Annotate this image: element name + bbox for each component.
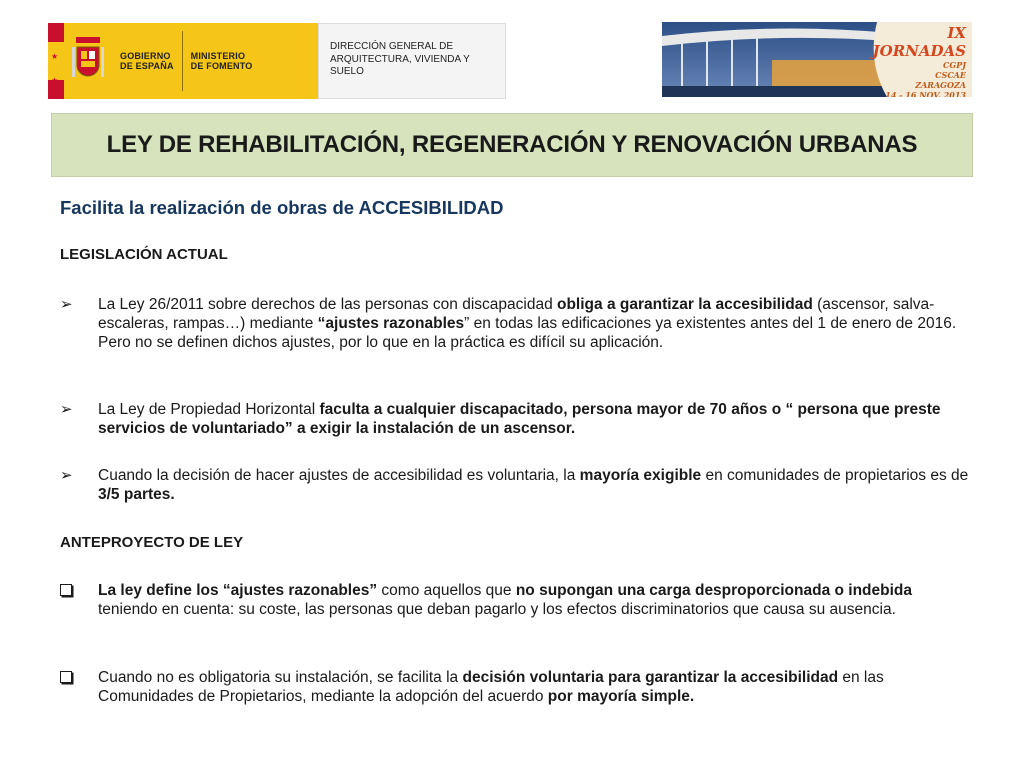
dg-line: DIRECCIÓN GENERAL DE (330, 41, 453, 52)
government-logo-band (48, 23, 318, 99)
event-dates: 14 - 16 NOV. 2013 (885, 90, 966, 97)
coat-of-arms-icon (64, 23, 112, 99)
list-item-mayoria-exigible (60, 466, 972, 504)
list-item-ajustes-razonables (60, 581, 972, 619)
eu-flag-icon: ★ ★ ★ (48, 23, 64, 99)
event-org: CSCAE (935, 70, 966, 80)
event-title-block (871, 24, 966, 97)
slide-title: LEY DE REHABILITACIÓN, REGENERACIÓN Y RENOVACIÓN URBANAS (106, 131, 918, 158)
event-city: ZARAGOZA (915, 80, 966, 90)
list-item-text: La ley define los “ajustes razonables” como aquellos que no supongan una carga desproporcionada o indebida teniendo en cuenta: su coste, las personas que deban pagarlo y los efectos discriminatorios que causa su ausencia. (98, 582, 912, 618)
list-item-text: Cuando no es obligatoria su instalación, se facilita la decisión voluntaria para garantizar la accesibilidad en las Comunidades de Propietarios, mediante la adopción del acuerdo por mayoría simple. (98, 669, 884, 705)
event-title: IX JORNADAS (872, 24, 966, 60)
arrowhead-bullet-icon: ➢ (60, 401, 73, 418)
dg-line: ARQUITECTURA, VIVIENDA Y (330, 53, 470, 65)
list-item-propiedad-horizontal (60, 400, 972, 438)
dg-line: SUELO (330, 66, 364, 77)
ministerio-label: MINISTERIO DE FOMENTO (190, 51, 253, 71)
list-item-text: La Ley de Propiedad Horizontal faculta a cualquier discapacitado, persona mayor de 70 años o “ persona que preste servicios de voluntariado” a exigir la instalación de un ascensor. (98, 401, 941, 437)
title-band (51, 113, 973, 177)
checkbox-bullet-icon (60, 584, 72, 596)
arrowhead-bullet-icon: ➢ (60, 467, 73, 484)
gobierno-label: GOBIERNO DE ESPAÑA (120, 51, 174, 71)
checkbox-bullet-icon (60, 671, 72, 683)
event-banner-image (662, 22, 972, 97)
slide-subtitle: Facilita la realización de obras de ACCESIBILIDAD (60, 197, 504, 218)
list-item-text: Cuando la decisión de hacer ajustes de accesibilidad es voluntaria, la mayoría exigible en comunidades de propietarios es de 3/5 partes. (98, 467, 969, 503)
direccion-general-box (318, 23, 506, 99)
arrowhead-bullet-icon: ➢ (60, 296, 73, 313)
event-org: CGPJ (943, 60, 966, 70)
list-item-decision-voluntaria (60, 668, 972, 706)
section-heading-anteproyecto: ANTEPROYECTO DE LEY (60, 534, 244, 551)
list-item-ley-26-2011 (60, 295, 972, 352)
section-heading-legislacion: LEGISLACIÓN ACTUAL (60, 246, 228, 263)
list-item-text: La Ley 26/2011 sobre derechos de las personas con discapacidad obliga a garantizar la accesibilidad (ascensor, salva-escaleras, rampas…) mediante “ajustes razonables” en todas las edificaciones ya existentes antes del 1 de enero de 2016. Pero no se definen dichos ajustes, por lo que en la práctica es difícil su aplicación. (98, 296, 957, 351)
